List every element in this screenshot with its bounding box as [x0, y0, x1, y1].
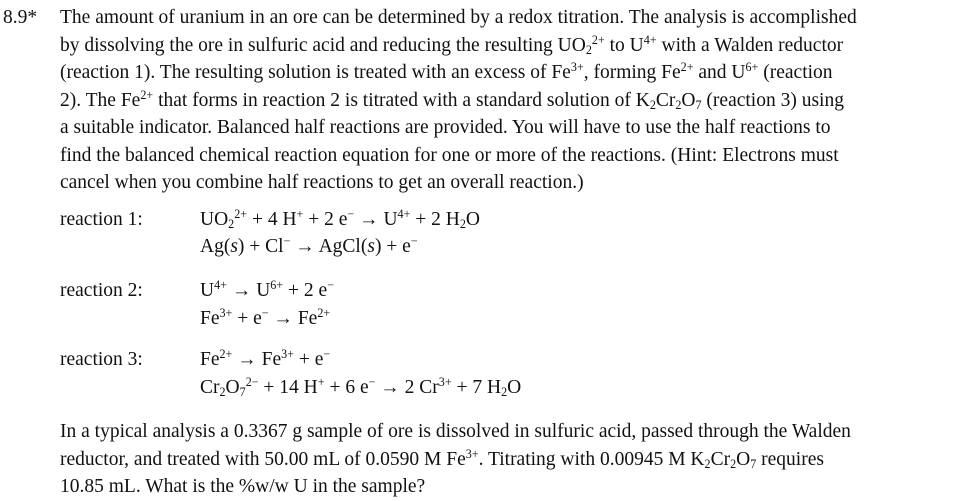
reaction-1-equation-2: Ag(s) + Cl− → AgCl(s) + e− [200, 234, 418, 257]
text-line-7: cancel when you combine half reactions to get an overall reaction.) [60, 172, 584, 193]
text-line-2: reductor, and treated with 50.00 mL of 0.0590 M $Fe^{3+}$. Titrating with 0.00945 M $K_2Cr_2O_7$ requires [60, 446, 824, 471]
text-line-3: 10.85 mL. What is the %w/w U in the sample? [60, 476, 426, 497]
problem-intro [60, 4, 952, 197]
reaction-2-equation-2: $Fe^{3+} + e^- \to Fe^{2+}$ [200, 306, 331, 329]
text-line-5: a suitable indicator. Balanced half reactions are provided. You will have to use the half reactions to [60, 117, 831, 138]
reaction-3-label: reaction 3: [60, 349, 143, 370]
problem-number: 8.9* [3, 7, 38, 28]
text-line-1: In a typical analysis a 0.3367 g sample of ore is dissolved in sulfuric acid, passed through the Walden [60, 421, 851, 442]
text-line-2: by dissolving the ore in sulfuric acid and reducing the resulting $UO_2^{2+}$ to $U^{4+}$ with a Walden reductor [60, 32, 844, 57]
text-line-1: The amount of uranium in an ore can be determined by a redox titration. The analysis is accomplished [60, 7, 857, 28]
reaction-1-equation-1: $UO_2^{2+} + 4$ H+ + 2 $e^- \to U^{4+} + 2$ $H_2O$ [200, 207, 481, 232]
problem-question [60, 418, 952, 501]
reaction-2-equation-1: $U^{4+} \to U^{6+} + 2$ e− [200, 278, 334, 301]
reaction-3-equation-2: $Cr_2O_7^{2-} + 14$ H+ + 6 e− → 2 $Cr^{3+} + 7$ $H_2O$ [200, 375, 522, 400]
reaction-1-label: reaction 1: [60, 209, 143, 230]
reaction-3-equation-1: $Fe^{2+} \to Fe^{3+} + e^-$ [200, 347, 331, 370]
reaction-2-label: reaction 2: [60, 280, 143, 301]
text-line-6: find the balanced chemical reaction equation for one or more of the reactions. (Hint: Electrons must [60, 144, 839, 166]
text-line-3: (reaction 1). The resulting solution is treated with an excess of $Fe^{3+}$, forming $Fe^{2+}$ and $U^{6+}$ (reaction [60, 60, 833, 83]
text-line-4: 2). The $Fe^{2+}$ that forms in reaction 2 is titrated with a standard solution of $K_2Cr_2O_7$ (reaction 3) using [60, 87, 844, 112]
